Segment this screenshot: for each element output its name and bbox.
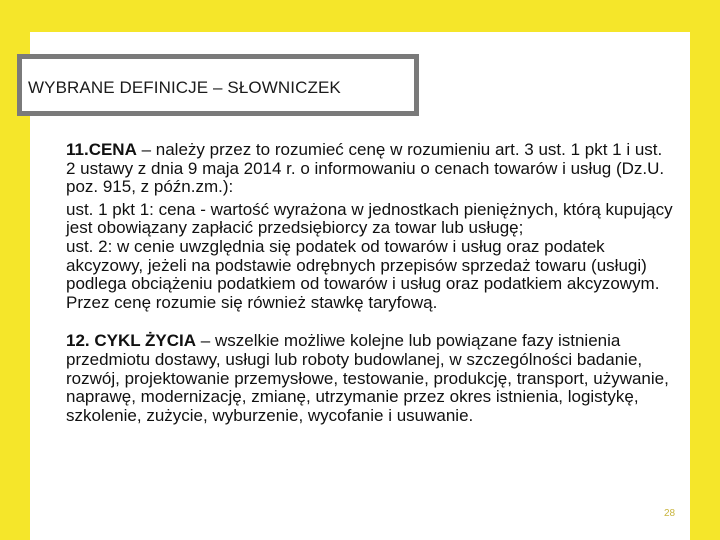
definition-cena-lead: – należy przez to rozumieć cenę w rozumieniu art. 3 ust. 1 pkt 1 i ust. 2 ustawy z dnia 9 maja 2014 r. o informowaniu o cenach towarów i usług (Dz.U. poz. 915, z późn.zm.): <box>66 140 665 197</box>
definition-cykl-zycia <box>66 332 676 425</box>
definition-cena-point-3: Przez cenę rozumie się również stawkę taryfową. <box>66 292 438 312</box>
page-number: 28 <box>664 508 676 519</box>
slide-title: WYBRANE DEFINICJE – SŁOWNICZEK <box>28 78 341 97</box>
definition-cena-point-1: ust. 1 pkt 1: cena - wartość wyrażona w jednostkach pieniężnych, którą kupujący jest obowiązany zapłacić przedsiębiorcy za towar lub usługę; <box>66 199 673 238</box>
definition-cena-point-2: ust. 2: w cenie uwzględnia się podatek od towarów i usług oraz podatek akcyzowy, jeżeli na podstawie odrębnych przepisów sprzedaż towaru (usługi) podlega obciążeniu podatkiem od towarów i usług oraz podatkiem akcyzowym. <box>66 236 660 294</box>
definition-cena-intro <box>66 141 676 197</box>
definitions-body <box>66 141 676 425</box>
term-cykl-zycia: 12. CYKL ŻYCIA <box>66 331 197 351</box>
definition-cykl-zycia-text: – wszelkie możliwe kolejne lub powiązane fazy istnienia przedmiotu dostawy, usługi lub roboty budowlanej, w szczególności badanie, rozwój, projektowanie przemysłowe, testowanie, produkcję, transport, używanie, naprawę, modernizację, zmianę, utrzymanie przez okres istnienia, logistykę, szkolenie, zużycie, wyburzenie, wycofanie i usuwanie. <box>66 331 669 425</box>
term-cena: 11.CENA <box>66 140 137 159</box>
